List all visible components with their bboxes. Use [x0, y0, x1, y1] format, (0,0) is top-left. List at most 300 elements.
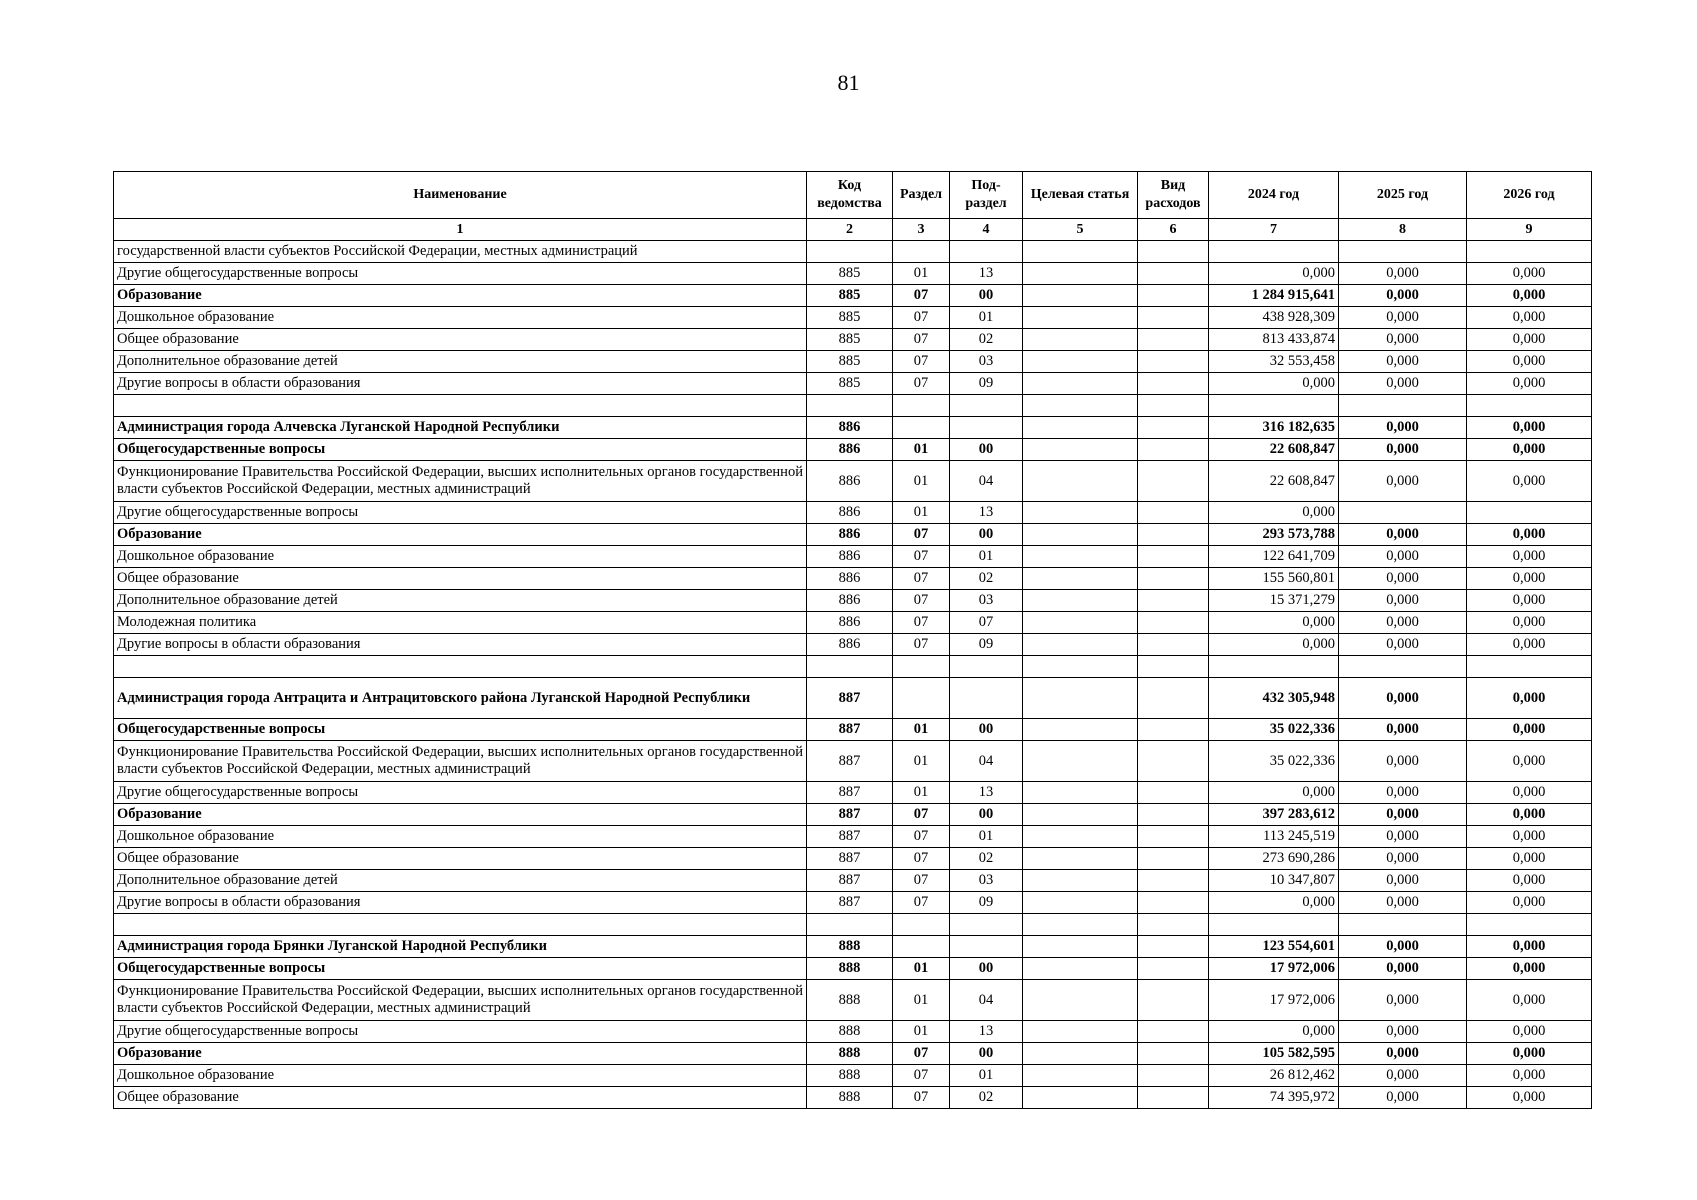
- cell-2026: [1467, 241, 1592, 263]
- cell-2024: 0,000: [1209, 373, 1339, 395]
- cell-ved: 885: [807, 351, 893, 373]
- cell-cs: [1023, 263, 1138, 285]
- cell-ved: 886: [807, 568, 893, 590]
- cell-2026: 0,000: [1467, 373, 1592, 395]
- cell-razd: 07: [893, 1087, 950, 1109]
- cell-name: государственной власти субъектов Российской Федерации, местных администраций: [114, 241, 807, 263]
- cell-ved: 886: [807, 439, 893, 461]
- cell-podr: 04: [950, 980, 1023, 1021]
- cell-vr: [1138, 678, 1209, 719]
- cell-2024: 0,000: [1209, 892, 1339, 914]
- table-row: [114, 870, 1592, 892]
- cell-2025: 0,000: [1339, 678, 1467, 719]
- table-row: [114, 307, 1592, 329]
- table-row: [114, 656, 1592, 678]
- table-row: [114, 241, 1592, 263]
- cell-2025: 0,000: [1339, 892, 1467, 914]
- cell-cs: [1023, 936, 1138, 958]
- cell-podr: 09: [950, 892, 1023, 914]
- cell-cs: [1023, 848, 1138, 870]
- cell-2026: 0,000: [1467, 329, 1592, 351]
- cell-2024: 273 690,286: [1209, 848, 1339, 870]
- cell-2024: 0,000: [1209, 1021, 1339, 1043]
- table-row: [114, 1043, 1592, 1065]
- cell-cs: [1023, 395, 1138, 417]
- cell-vr: [1138, 524, 1209, 546]
- table-row: [114, 914, 1592, 936]
- header-row: [114, 172, 1592, 219]
- header-name: Наименование: [114, 172, 807, 219]
- cell-2025: 0,000: [1339, 634, 1467, 656]
- header-razd: Раздел: [893, 172, 950, 219]
- cell-2024: 15 371,279: [1209, 590, 1339, 612]
- cell-ved: 888: [807, 1065, 893, 1087]
- cell-razd: 07: [893, 848, 950, 870]
- cell-vr: [1138, 546, 1209, 568]
- cell-razd: 01: [893, 719, 950, 741]
- cell-name: [114, 395, 807, 417]
- table-row: [114, 958, 1592, 980]
- cell-podr: 02: [950, 329, 1023, 351]
- cell-2026: 0,000: [1467, 782, 1592, 804]
- cell-2025: 0,000: [1339, 1043, 1467, 1065]
- cell-cs: [1023, 351, 1138, 373]
- cell-razd: 01: [893, 1021, 950, 1043]
- cell-podr: 04: [950, 461, 1023, 502]
- cell-ved: 887: [807, 848, 893, 870]
- cell-cs: [1023, 1065, 1138, 1087]
- cell-2026: 0,000: [1467, 546, 1592, 568]
- cell-razd: 01: [893, 263, 950, 285]
- header-2026: 2026 год: [1467, 172, 1592, 219]
- cell-ved: 886: [807, 502, 893, 524]
- header-number: 1: [114, 219, 807, 241]
- cell-2026: 0,000: [1467, 1087, 1592, 1109]
- cell-podr: [950, 417, 1023, 439]
- cell-2024: 10 347,807: [1209, 870, 1339, 892]
- cell-cs: [1023, 373, 1138, 395]
- cell-razd: 07: [893, 568, 950, 590]
- cell-ved: 887: [807, 678, 893, 719]
- cell-podr: 13: [950, 502, 1023, 524]
- cell-ved: 886: [807, 634, 893, 656]
- cell-vr: [1138, 439, 1209, 461]
- cell-razd: [893, 656, 950, 678]
- cell-name: Другие вопросы в области образования: [114, 892, 807, 914]
- cell-2026: 0,000: [1467, 263, 1592, 285]
- cell-name: Дошкольное образование: [114, 1065, 807, 1087]
- cell-ved: 888: [807, 1043, 893, 1065]
- cell-razd: 07: [893, 285, 950, 307]
- cell-name: [114, 656, 807, 678]
- cell-2025: [1339, 395, 1467, 417]
- cell-podr: 03: [950, 351, 1023, 373]
- cell-2025: [1339, 241, 1467, 263]
- cell-podr: [950, 678, 1023, 719]
- cell-2024: 32 553,458: [1209, 351, 1339, 373]
- cell-2026: 0,000: [1467, 826, 1592, 848]
- cell-cs: [1023, 870, 1138, 892]
- cell-razd: 01: [893, 958, 950, 980]
- cell-podr: 02: [950, 1087, 1023, 1109]
- cell-vr: [1138, 741, 1209, 782]
- cell-ved: 885: [807, 329, 893, 351]
- cell-2026: 0,000: [1467, 719, 1592, 741]
- cell-podr: 00: [950, 439, 1023, 461]
- cell-2026: 0,000: [1467, 568, 1592, 590]
- cell-vr: [1138, 1065, 1209, 1087]
- cell-razd: 07: [893, 373, 950, 395]
- cell-ved: 885: [807, 263, 893, 285]
- cell-cs: [1023, 1043, 1138, 1065]
- cell-2025: 0,000: [1339, 263, 1467, 285]
- cell-cs: [1023, 417, 1138, 439]
- cell-2024: [1209, 241, 1339, 263]
- cell-name: Другие общегосударственные вопросы: [114, 263, 807, 285]
- cell-podr: 02: [950, 848, 1023, 870]
- cell-2024: 17 972,006: [1209, 958, 1339, 980]
- cell-cs: [1023, 719, 1138, 741]
- table-row: [114, 634, 1592, 656]
- cell-name: Функционирование Правительства Российской Федерации, высших исполнительных органов государственной власти субъектов Российской Федерации, местных администраций: [114, 461, 807, 502]
- cell-2025: 0,000: [1339, 546, 1467, 568]
- table-row: [114, 351, 1592, 373]
- cell-2025: 0,000: [1339, 351, 1467, 373]
- cell-podr: 13: [950, 782, 1023, 804]
- cell-2026: 0,000: [1467, 524, 1592, 546]
- cell-vr: [1138, 590, 1209, 612]
- cell-razd: 07: [893, 634, 950, 656]
- cell-vr: [1138, 892, 1209, 914]
- cell-name: Функционирование Правительства Российской Федерации, высших исполнительных органов государственной власти субъектов Российской Федерации, местных администраций: [114, 980, 807, 1021]
- table-row: [114, 612, 1592, 634]
- cell-2024: 0,000: [1209, 634, 1339, 656]
- cell-2026: 0,000: [1467, 590, 1592, 612]
- cell-2025: 0,000: [1339, 439, 1467, 461]
- cell-ved: [807, 656, 893, 678]
- cell-name: Администрация города Антрацита и Антрацитовского района Луганской Народной Республики: [114, 678, 807, 719]
- table-row: [114, 678, 1592, 719]
- cell-podr: 09: [950, 634, 1023, 656]
- cell-vr: [1138, 568, 1209, 590]
- header-number: 8: [1339, 219, 1467, 241]
- cell-2026: 0,000: [1467, 634, 1592, 656]
- cell-vr: [1138, 656, 1209, 678]
- cell-razd: 07: [893, 826, 950, 848]
- table-row: [114, 936, 1592, 958]
- cell-name: Общегосударственные вопросы: [114, 719, 807, 741]
- cell-razd: 07: [893, 1065, 950, 1087]
- cell-podr: 13: [950, 263, 1023, 285]
- cell-2025: 0,000: [1339, 1065, 1467, 1087]
- header-cs: Целевая статья: [1023, 172, 1138, 219]
- cell-2026: 0,000: [1467, 612, 1592, 634]
- cell-2025: [1339, 914, 1467, 936]
- cell-vr: [1138, 826, 1209, 848]
- cell-2025: 0,000: [1339, 826, 1467, 848]
- cell-razd: 07: [893, 612, 950, 634]
- header-number: 2: [807, 219, 893, 241]
- cell-podr: 00: [950, 958, 1023, 980]
- cell-ved: 886: [807, 524, 893, 546]
- cell-ved: 887: [807, 719, 893, 741]
- cell-ved: 885: [807, 307, 893, 329]
- cell-razd: 07: [893, 870, 950, 892]
- cell-razd: 07: [893, 892, 950, 914]
- cell-ved: 886: [807, 417, 893, 439]
- table-row: [114, 329, 1592, 351]
- cell-vr: [1138, 958, 1209, 980]
- cell-razd: 07: [893, 546, 950, 568]
- cell-vr: [1138, 351, 1209, 373]
- cell-podr: 07: [950, 612, 1023, 634]
- table-row: [114, 461, 1592, 502]
- cell-2025: 0,000: [1339, 285, 1467, 307]
- cell-2026: 0,000: [1467, 351, 1592, 373]
- cell-name: Образование: [114, 524, 807, 546]
- cell-2025: 0,000: [1339, 417, 1467, 439]
- cell-2024: 105 582,595: [1209, 1043, 1339, 1065]
- header-2024: 2024 год: [1209, 172, 1339, 219]
- cell-ved: 887: [807, 804, 893, 826]
- table-row: [114, 590, 1592, 612]
- cell-name: Молодежная политика: [114, 612, 807, 634]
- cell-2026: [1467, 395, 1592, 417]
- cell-2026: 0,000: [1467, 958, 1592, 980]
- cell-cs: [1023, 461, 1138, 502]
- cell-name: Общее образование: [114, 568, 807, 590]
- cell-cs: [1023, 826, 1138, 848]
- cell-ved: 887: [807, 826, 893, 848]
- cell-ved: 888: [807, 1087, 893, 1109]
- cell-2024: [1209, 914, 1339, 936]
- cell-2025: [1339, 502, 1467, 524]
- cell-name: Дошкольное образование: [114, 307, 807, 329]
- cell-razd: 01: [893, 439, 950, 461]
- table-row: [114, 502, 1592, 524]
- cell-2024: 813 433,874: [1209, 329, 1339, 351]
- cell-2026: 0,000: [1467, 848, 1592, 870]
- cell-razd: 07: [893, 804, 950, 826]
- cell-name: Администрация города Брянки Луганской Народной Республики: [114, 936, 807, 958]
- cell-2024: 17 972,006: [1209, 980, 1339, 1021]
- cell-ved: [807, 241, 893, 263]
- cell-vr: [1138, 395, 1209, 417]
- cell-vr: [1138, 848, 1209, 870]
- cell-2024: 35 022,336: [1209, 741, 1339, 782]
- cell-vr: [1138, 782, 1209, 804]
- table-row: [114, 741, 1592, 782]
- cell-2026: 0,000: [1467, 870, 1592, 892]
- table-row: [114, 980, 1592, 1021]
- cell-2026: 0,000: [1467, 980, 1592, 1021]
- cell-name: Другие вопросы в области образования: [114, 373, 807, 395]
- cell-podr: 00: [950, 524, 1023, 546]
- cell-razd: 07: [893, 329, 950, 351]
- cell-2025: 0,000: [1339, 804, 1467, 826]
- table-body: [114, 241, 1592, 1109]
- cell-ved: 888: [807, 980, 893, 1021]
- cell-razd: [893, 241, 950, 263]
- cell-2025: 0,000: [1339, 936, 1467, 958]
- cell-name: Дополнительное образование детей: [114, 590, 807, 612]
- cell-2025: 0,000: [1339, 1021, 1467, 1043]
- cell-cs: [1023, 568, 1138, 590]
- cell-vr: [1138, 870, 1209, 892]
- cell-name: Общее образование: [114, 848, 807, 870]
- cell-vr: [1138, 634, 1209, 656]
- table-row: [114, 719, 1592, 741]
- cell-podr: 13: [950, 1021, 1023, 1043]
- cell-razd: 01: [893, 502, 950, 524]
- cell-2026: 0,000: [1467, 678, 1592, 719]
- cell-vr: [1138, 719, 1209, 741]
- cell-ved: 887: [807, 892, 893, 914]
- cell-ved: 886: [807, 546, 893, 568]
- cell-2026: 0,000: [1467, 417, 1592, 439]
- cell-2025: 0,000: [1339, 719, 1467, 741]
- cell-podr: 00: [950, 804, 1023, 826]
- cell-cs: [1023, 329, 1138, 351]
- cell-cs: [1023, 241, 1138, 263]
- cell-2026: 0,000: [1467, 285, 1592, 307]
- cell-ved: 888: [807, 1021, 893, 1043]
- cell-ved: 887: [807, 870, 893, 892]
- table-row: [114, 1021, 1592, 1043]
- cell-name: Общегосударственные вопросы: [114, 958, 807, 980]
- cell-2025: 0,000: [1339, 524, 1467, 546]
- cell-2024: 0,000: [1209, 502, 1339, 524]
- cell-name: Другие вопросы в области образования: [114, 634, 807, 656]
- cell-razd: 07: [893, 590, 950, 612]
- cell-vr: [1138, 329, 1209, 351]
- cell-podr: 01: [950, 546, 1023, 568]
- table-row: [114, 848, 1592, 870]
- cell-2026: 0,000: [1467, 1021, 1592, 1043]
- header-number: 7: [1209, 219, 1339, 241]
- cell-name: Администрация города Алчевска Луганской Народной Республики: [114, 417, 807, 439]
- cell-razd: 07: [893, 351, 950, 373]
- cell-podr: 03: [950, 590, 1023, 612]
- cell-2024: 0,000: [1209, 612, 1339, 634]
- cell-razd: [893, 417, 950, 439]
- cell-vr: [1138, 373, 1209, 395]
- cell-ved: 888: [807, 936, 893, 958]
- cell-podr: [950, 656, 1023, 678]
- cell-razd: 07: [893, 1043, 950, 1065]
- header-number: 5: [1023, 219, 1138, 241]
- cell-cs: [1023, 307, 1138, 329]
- cell-cs: [1023, 892, 1138, 914]
- cell-2026: 0,000: [1467, 936, 1592, 958]
- cell-ved: 887: [807, 782, 893, 804]
- cell-ved: 886: [807, 461, 893, 502]
- cell-razd: [893, 936, 950, 958]
- cell-name: Дошкольное образование: [114, 826, 807, 848]
- cell-ved: 886: [807, 590, 893, 612]
- cell-cs: [1023, 958, 1138, 980]
- cell-2024: 26 812,462: [1209, 1065, 1339, 1087]
- cell-2024: 432 305,948: [1209, 678, 1339, 719]
- cell-2026: 0,000: [1467, 307, 1592, 329]
- cell-razd: [893, 678, 950, 719]
- cell-2026: 0,000: [1467, 741, 1592, 782]
- cell-vr: [1138, 285, 1209, 307]
- table-row: [114, 568, 1592, 590]
- table-row: [114, 826, 1592, 848]
- cell-podr: 01: [950, 826, 1023, 848]
- cell-razd: 01: [893, 980, 950, 1021]
- header-ved: Код ведомства: [807, 172, 893, 219]
- cell-name: Образование: [114, 1043, 807, 1065]
- cell-podr: [950, 395, 1023, 417]
- cell-ved: [807, 395, 893, 417]
- cell-name: Общегосударственные вопросы: [114, 439, 807, 461]
- cell-2025: 0,000: [1339, 848, 1467, 870]
- cell-vr: [1138, 502, 1209, 524]
- cell-2024: 1 284 915,641: [1209, 285, 1339, 307]
- cell-2025: 0,000: [1339, 307, 1467, 329]
- cell-vr: [1138, 263, 1209, 285]
- cell-cs: [1023, 612, 1138, 634]
- header-vr: Вид расходов: [1138, 172, 1209, 219]
- cell-podr: [950, 914, 1023, 936]
- cell-vr: [1138, 1087, 1209, 1109]
- cell-razd: 07: [893, 307, 950, 329]
- cell-cs: [1023, 502, 1138, 524]
- cell-vr: [1138, 461, 1209, 502]
- cell-podr: 02: [950, 568, 1023, 590]
- header-number: 3: [893, 219, 950, 241]
- cell-2024: 316 182,635: [1209, 417, 1339, 439]
- table-row: [114, 546, 1592, 568]
- cell-razd: [893, 914, 950, 936]
- cell-2025: 0,000: [1339, 958, 1467, 980]
- cell-podr: 01: [950, 307, 1023, 329]
- cell-2025: 0,000: [1339, 590, 1467, 612]
- cell-2025: 0,000: [1339, 741, 1467, 782]
- header-number-row: [114, 219, 1592, 241]
- cell-podr: 00: [950, 285, 1023, 307]
- cell-cs: [1023, 590, 1138, 612]
- cell-2024: 0,000: [1209, 782, 1339, 804]
- cell-cs: [1023, 1021, 1138, 1043]
- cell-2024: 0,000: [1209, 263, 1339, 285]
- cell-cs: [1023, 656, 1138, 678]
- cell-ved: 888: [807, 958, 893, 980]
- cell-name: Функционирование Правительства Российской Федерации, высших исполнительных органов государственной власти субъектов Российской Федерации, местных администраций: [114, 741, 807, 782]
- cell-name: Другие общегосударственные вопросы: [114, 782, 807, 804]
- cell-razd: 01: [893, 782, 950, 804]
- cell-2026: 0,000: [1467, 461, 1592, 502]
- table-row: [114, 1087, 1592, 1109]
- cell-podr: 04: [950, 741, 1023, 782]
- table-header: [114, 172, 1592, 241]
- cell-2026: [1467, 502, 1592, 524]
- header-number: 4: [950, 219, 1023, 241]
- cell-2026: 0,000: [1467, 439, 1592, 461]
- cell-2024: 438 928,309: [1209, 307, 1339, 329]
- cell-razd: [893, 395, 950, 417]
- table-row: [114, 804, 1592, 826]
- cell-podr: 01: [950, 1065, 1023, 1087]
- cell-cs: [1023, 1087, 1138, 1109]
- cell-ved: [807, 914, 893, 936]
- cell-name: Общее образование: [114, 329, 807, 351]
- header-number: 6: [1138, 219, 1209, 241]
- cell-2026: [1467, 656, 1592, 678]
- cell-cs: [1023, 741, 1138, 782]
